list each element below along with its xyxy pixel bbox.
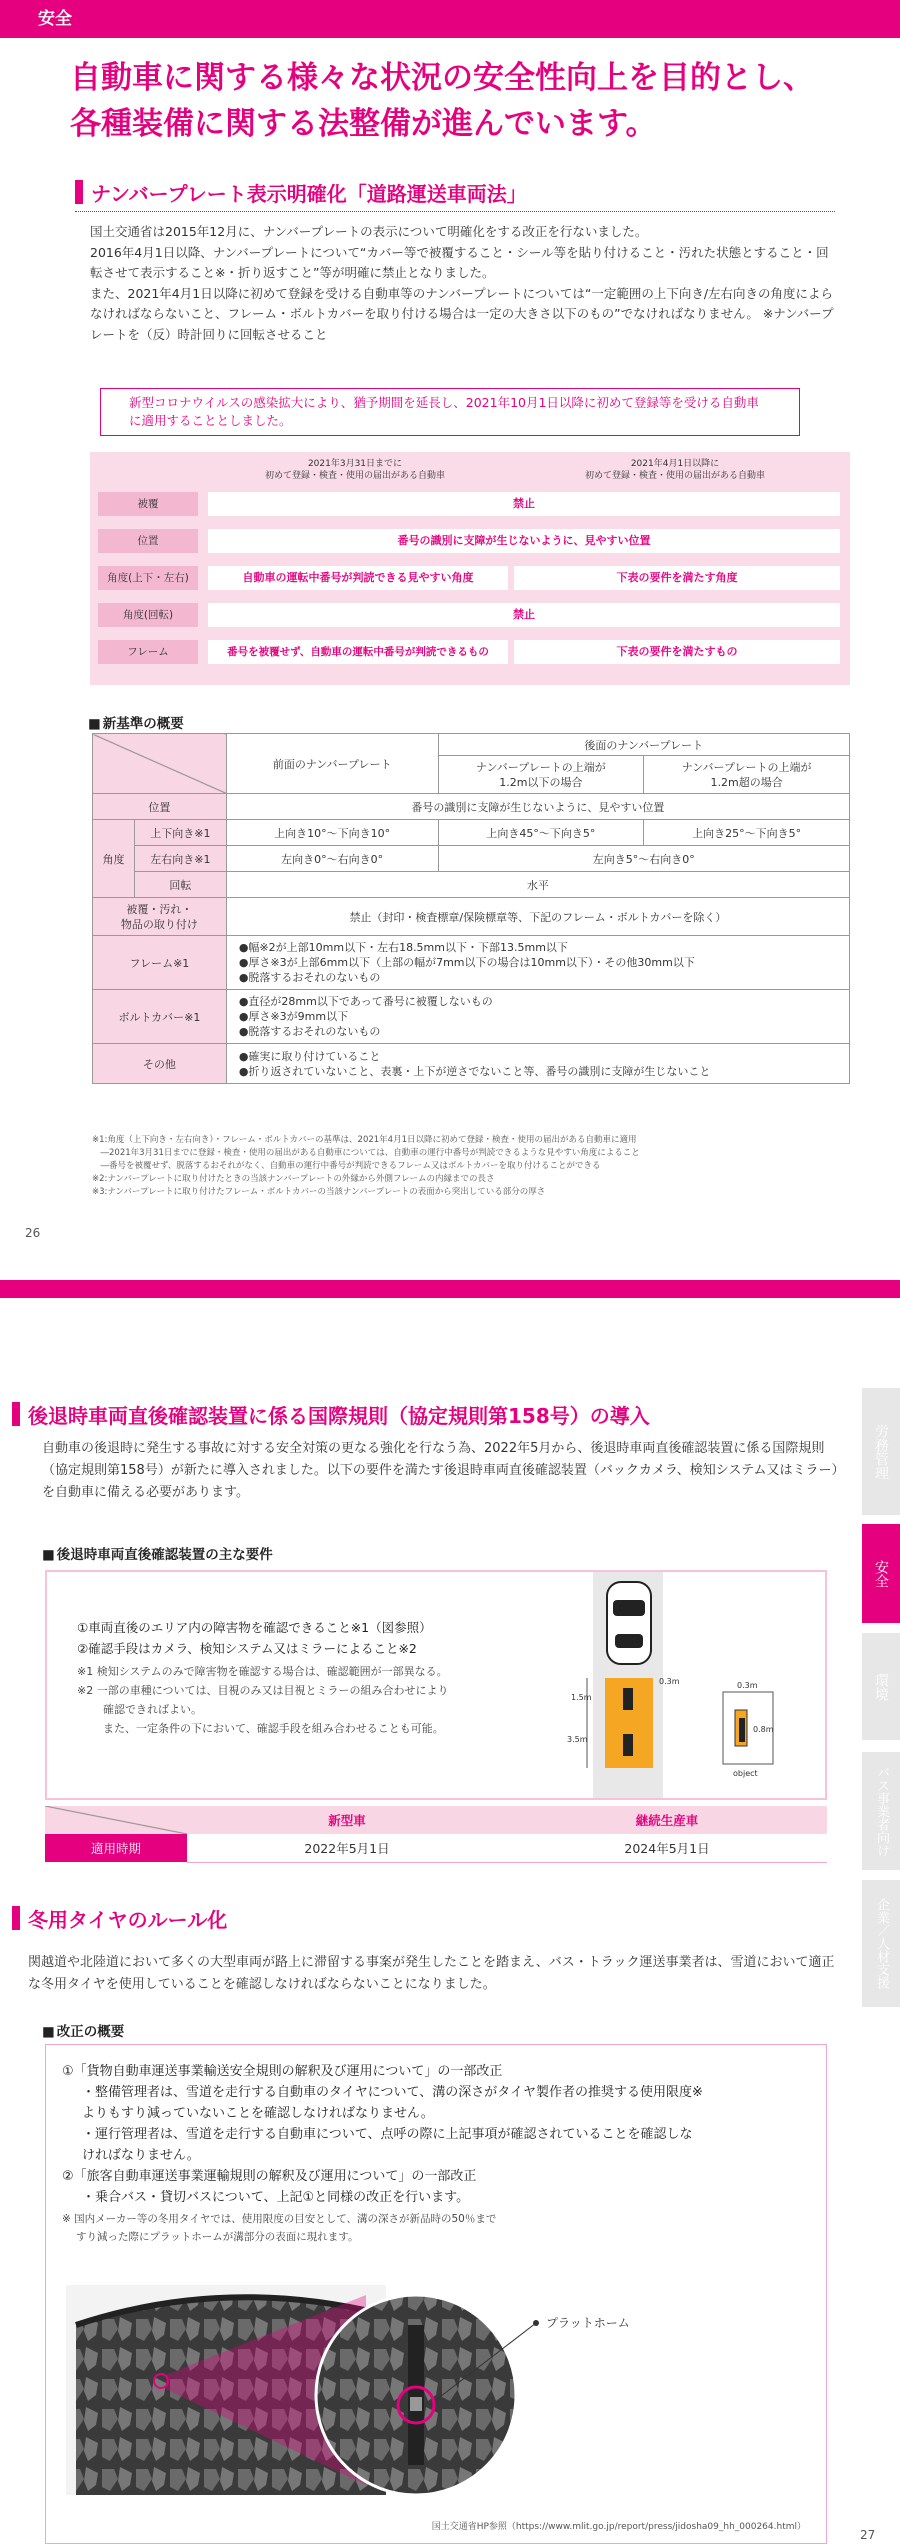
winter-note-1: ※ 国内メーカー等の冬用タイヤでは、使用限度の目安として、溝の深さが新品時の50％まで [62,2213,497,2225]
section-tag: 安全 [0,0,110,38]
winter-sub-heading: ■ 改正の概要 [42,2020,124,2040]
dim-1-5m: 1.5m [571,1693,592,1702]
std-pos-value: 番号の識別に支障が生じないように、見やすい位置 [226,794,849,820]
dim-0-3m-a: 0.3m [659,1677,680,1686]
plate-p1: 国土交通省は2015年12月に、ナンバープレートの表示について明確化をする改正を行ないました。 [90,224,648,239]
compare-label-position: 位置 [98,529,198,553]
standard-notes [92,1134,852,1199]
rear-body: 自動車の後退時に発生する事故に対する安全対策の更なる強化を行なう為、2022年5月から、後退時車両直後確認装置に係る国際規則（協定規則第158号）が新たに導入されました。以下の要件を満たす後退時車両直後確認装置（バックカメラ、検知システム又はミラー）を自動車に備える必要があります。 [42,1441,838,1500]
rear-area-diagram [527,1572,827,1798]
winter-credit: 国土交通省HP参照（https://www.mlit.go.jp/report/press/jidosha09_hh_000264.html） [431,2522,806,2532]
side-tab-labor[interactable]: 労務管理 [862,1388,900,1515]
winter-item-1a-cont: よりもすり減っていないことを確認しなければなりません。 [82,2106,434,2121]
compare-frame-left: 番号を被覆せず、自動車の運転中番号が判読できるもの [208,640,508,664]
standard-heading: ■ 新基準の概要 [88,712,184,732]
apply-h-cont: 継続生産車 [507,1806,827,1834]
std-other-value [226,1044,849,1084]
rear-req-notes [77,1662,547,1738]
apply-h-new: 新型車 [187,1806,507,1834]
winter-item-1b: ・運行管理者は、雪道を走行する自動車について、点呼の際に上記事項が確認されていることを確認しな [82,2127,693,2142]
note-line: ―2021年3月31日までに登録・検査・使用の届出がある自動車については、自動車の運行中番号が判読できるような見やすい角度によること [92,1148,640,1158]
std-cov-label: 被覆・汚れ・ 物品の取り付け [93,898,227,936]
covid-notice: 新型コロナウイルスの感染拡大により、猶予期間を延長し、2021年10月1日以降に初めて登録等を受ける自動車に適用することとしました。 [100,388,800,436]
mid-pink-bar [0,1280,900,1298]
side-tab-business[interactable]: 企業／人材支援 [862,1880,900,2007]
note-line: ※1:角度（上下向き・左右向き）・フレーム・ボルトカバーの基準は、2021年4月1日以降に初めて登録・検査・使用の届出がある自動車に適用 [92,1135,637,1145]
winter-note-2: すり減った際にプラットホームが溝部分の表面に現れます。 [76,2231,359,2243]
compare-angle-left: 自動車の運転中番号が判読できる見やすい角度 [208,566,508,590]
plate-heading: ナンバープレート表示明確化「道路運送車両法」 [75,178,835,212]
std-lr-front: 左向き0°〜右向き0° [226,846,438,872]
side-tab-safety[interactable]: 安全 [862,1524,900,1623]
callout-dot [533,2320,539,2326]
winter-item-2a: ・乗合バス・貸切バスについて、上記①と同様の改正を行います。 [82,2190,470,2205]
rear-sub-heading: ■ 後退時車両直後確認装置の主な要件 [42,1543,273,1563]
std-angle-label: 角度 [93,820,135,898]
std-h-rear: 後面のナンバープレート [438,734,849,756]
compare-col1: 2021年3月31日までに 初めて登録・検査・使用の届出がある自動車 [264,459,445,481]
std-frame-line: ●幅※2が上部10mm以下・左右18.5mm以下・下部13.5mm以下 [238,941,568,954]
object-label: object [733,1769,758,1778]
rear-apply-table [45,1806,827,1863]
std-other-label: その他 [93,1044,227,1084]
compare-position-both: 番号の識別に支障が生じないように、見やすい位置 [208,529,840,553]
compare-frame-right: 下表の要件を満たすもの [514,640,840,664]
winter-heading: 冬用タイヤのルール化 [12,1904,832,1933]
apply-date-new: 2022年5月1日 [187,1834,507,1862]
lead-heading [70,55,850,147]
note-line: ※3:ナンバープレートに取り付けたフレーム・ボルトカバーの当該ナンバープレートの表面から突出している部分の厚さ [92,1187,546,1197]
page-number-left: 26 [25,1226,41,1240]
compare-cover-both: 禁止 [208,492,840,516]
std-corner [93,734,227,794]
dim-3-5m: 3.5m [567,1735,588,1744]
rear-note-2c: また、一定条件の下において、確認手段を組み合わせることも可能。 [103,1722,444,1735]
rear-note-2: ※2 一部の車種については、目視のみ又は目視とミラーの組み合わせにより [77,1684,449,1697]
std-ud-front: 上向き10°〜下向き10° [226,820,438,846]
dim-0-8m: 0.8m [753,1725,774,1734]
plate-body [90,222,835,345]
std-lr-label: 左右向き※1 [134,846,226,872]
platform-label: プラットホーム [546,2316,630,2330]
std-h-rear1: ナンバープレートの上端が 1.2m以下の場合 [438,756,644,794]
side-tab-bus[interactable]: バス事業者向け [862,1752,900,1870]
winter-item-1b-cont: ければなりません。 [82,2148,200,2163]
car-icon [607,1582,651,1664]
std-other-line: ●確実に取り付けていること [238,1049,381,1063]
plate-p3: また、2021年4月1日以降に初めて登録を受ける自動車等のナンバープレートについては“一定範囲の上下向き/左右向きの角度によらなければならないこと、フレーム・ボルトカバーを取り付ける場合は一定の大きさ以下のもの”でなければなりません。 ※ナンバープレートを（反）時計回りに回転させること [90,285,834,342]
rear-heading: 後退時車両直後確認装置に係る国際規則（協定規則第158号）の導入 [12,1400,852,1429]
std-ud-label: 上下向き※1 [134,820,226,846]
rear-req-1: ①車両直後のエリア内の障害物を確認できること※1（図参照） [77,1620,432,1635]
platform-marker [410,2397,422,2411]
object-marker-1 [623,1688,633,1710]
std-frame-label: フレーム※1 [93,936,227,990]
std-bolt-line: ●脱落するおそれのないもの [238,1025,381,1038]
page-number-right: 27 [860,2528,876,2542]
compare-label-frame: フレーム [98,640,198,664]
side-tab-environment[interactable]: 環境 [862,1633,900,1740]
std-h-front: 前面のナンバープレート [226,734,438,794]
compare-panel [90,452,850,685]
winter-box [45,2044,827,2544]
tire-illustration [66,2285,786,2495]
std-pos-label: 位置 [93,794,227,820]
note-line: ―番号を被覆せず、脱落するおそれがなく、自動車の運行中番号が判読できるフレーム又はボルトカバーを取り付けることができる [92,1161,601,1171]
std-bolt-line: ●直径が28mm以下であって番号に被覆しないもの [238,995,493,1008]
rear-req-2: ②確認手段はカメラ、検知システム又はミラーによること※2 [77,1641,417,1656]
std-other-line: ●折り返されていないこと、表裏・上下が逆さでないこと等、番号の識別に支障が生じないこと [238,1064,711,1078]
object-marker-2 [623,1734,633,1756]
std-frame-line: ●脱落するおそれのないもの [238,971,381,984]
rear-note-1: ※1 検知システムのみで障害物を確認する場合は、確認範囲が一部異なる。 [77,1665,448,1678]
std-frame-line: ●厚さ※3が上部6mm以下（上部の幅が7mm以下の場合は10mm以下）・その他30mm以下 [238,956,695,969]
lead-line-1: 自動車に関する様々な状況の安全性向上を目的とし、 [70,60,814,96]
winter-item-2: ②「旅客自動車運送事業運輸規則の解釈及び運用について」の一部改正 [62,2169,477,2184]
std-lr-rear: 左向き5°〜右向き0° [438,846,849,872]
compare-label-angle: 角度(上下・左右) [98,566,198,590]
std-bolt-value [226,990,849,1044]
winter-body: 関越道や北陸道において多くの大型車両が路上に滞留する事案が発生したことを踏まえ、バス・トラック運送事業者は、雪道において適正な冬用タイヤを使用していることを確認しなければならないことになりました。 [28,1955,835,1992]
apply-row-label: 適用時期 [45,1834,187,1862]
std-ud-rear2: 上向き25°〜下向き5° [644,820,850,846]
std-frame-value [226,936,849,990]
compare-label-rotation: 角度(回転) [98,603,198,627]
plate-p2: 2016年4月1日以降、ナンバープレートについて“カバー等で被覆すること・シール等を貼り付けること・汚れた状態とすること・回転させて表示すること※・折り返すこと”等が明確に禁止となりました。 [90,244,829,280]
note-line: ※2:ナンバープレートに取り付けたときの当該ナンバープレートの外縁から外側フレームの内縁までの長さ [92,1174,495,1184]
winter-item-1a: ・整備管理者は、雪道を走行する自動車のタイヤについて、溝の深さがタイヤ製作者の推奨する使用限度※ [82,2085,703,2100]
compare-rotation-both: 禁止 [208,603,840,627]
std-ud-rear1: 上向き45°〜下向き5° [438,820,644,846]
std-cov-value: 禁止（封印・検査標章/保険標章等、下記のフレーム・ボルトカバーを除く） [226,898,849,936]
top-pink-bar [0,0,900,38]
std-bolt-label: ボルトカバー※1 [93,990,227,1044]
std-bolt-line: ●厚さ※3が9mm以下 [238,1010,349,1023]
dim-0-3m-b: 0.3m [737,1681,758,1690]
standard-table [92,733,850,1084]
compare-label-cover: 被覆 [98,492,198,516]
winter-list [62,2061,812,2246]
apply-date-cont: 2024年5月1日 [507,1834,827,1862]
rear-note-2b: 確認できればよい。 [103,1703,202,1716]
tire-zoom [316,2295,516,2495]
compare-col2: 2021年4月1日以降に 初めて登録・検査・使用の届出がある自動車 [584,459,765,481]
std-rot-label: 回転 [134,872,226,898]
winter-item-1: ①「貨物自動車運送事業輸送安全規則の解釈及び運用について」の一部改正 [62,2064,503,2079]
rear-req-text [77,1617,547,1738]
lead-line-2: 各種装備に関する法整備が進んでいます。 [70,106,657,142]
rear-req-box [45,1570,827,1800]
compare-angle-right: 下表の要件を満たす角度 [514,566,840,590]
std-h-rear2: ナンバープレートの上端が 1.2m超の場合 [644,756,850,794]
std-rot-value: 水平 [226,872,849,898]
apply-corner [45,1806,187,1834]
